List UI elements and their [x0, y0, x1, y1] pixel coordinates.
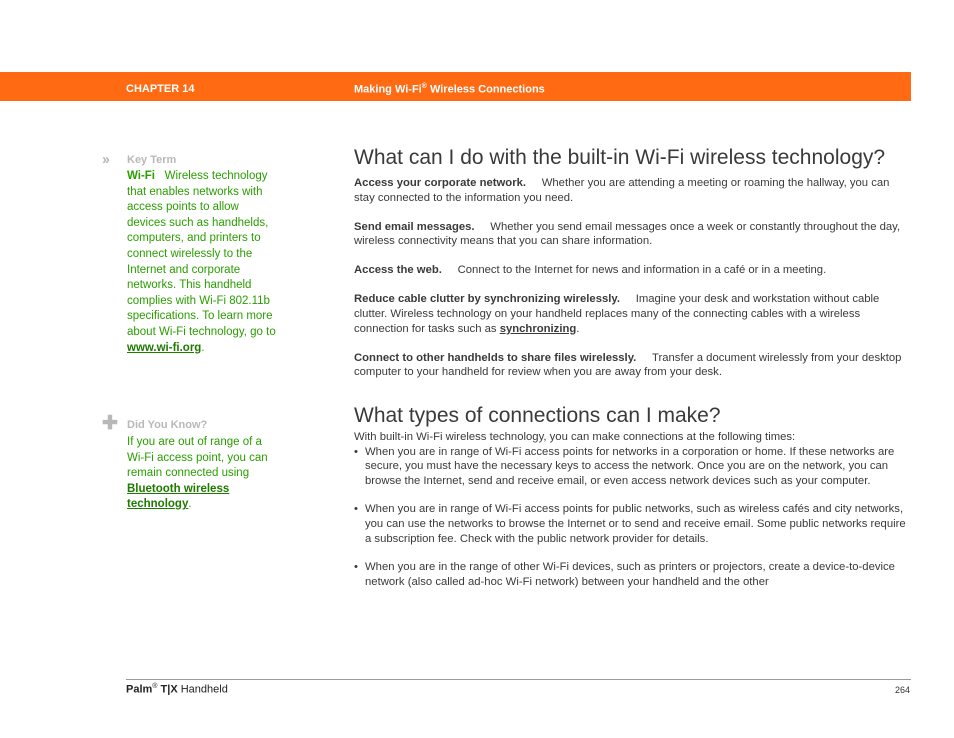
feature-lead: Access the web.: [354, 264, 442, 277]
feature-text: Whether you are attending a meeting or roaming the hallway, you can stay connected to the information you need.: [354, 177, 890, 204]
footer-product: [126, 683, 228, 696]
feature-text: Connect to the Internet for news and information in a café or in a meeting.: [457, 264, 827, 277]
chapter-title-pre: Making Wi-Fi: [354, 83, 422, 96]
did-you-know-text: [127, 435, 277, 513]
chapter-header-bar: [0, 72, 911, 101]
footer-suffix: Handheld: [177, 683, 228, 696]
bluetooth-link[interactable]: Bluetooth wireless technology: [127, 482, 230, 511]
feature-lead: Connect to other handhelds to share files wirelessly.: [354, 351, 637, 364]
feature-item: [354, 263, 910, 278]
section-intro: With built-in Wi-Fi wireless technology, you can make connections at the following times:: [354, 430, 796, 443]
list-item: • When you are in the range of other Wi-Fi devices, such as printers or projectors, create a device-to-device network (also called ad-hoc Wi-Fi network) between your handheld and the other: [354, 560, 910, 589]
feature-end: .: [576, 322, 580, 335]
main-content: [354, 143, 910, 603]
key-term-label: Key Term: [127, 154, 177, 166]
key-term-end: .: [201, 341, 205, 354]
footer-registered-mark: ®: [152, 683, 158, 690]
registered-mark: ®: [421, 83, 427, 90]
feature-lead: Access your corporate network.: [354, 177, 527, 189]
key-term-word: Wi-Fi: [127, 170, 155, 182]
did-you-know-label: Did You Know?: [127, 419, 208, 431]
chapter-number: CHAPTER 14: [126, 83, 195, 95]
section-heading-2: What types of connections can I make?: [354, 403, 721, 427]
footer-model: T|X: [160, 683, 178, 696]
chapter-title: [354, 83, 545, 96]
key-term-text: [127, 169, 277, 356]
feature-lead: Send email messages.: [354, 220, 475, 233]
plus-icon: ✚: [102, 413, 118, 434]
feature-item: [354, 292, 910, 336]
feature-item: [354, 220, 910, 249]
double-chevron-icon: ››: [102, 151, 108, 168]
footer-brand: Palm: [126, 683, 153, 696]
connection-list: [354, 445, 910, 590]
page-number: 264: [894, 685, 910, 695]
synchronizing-link[interactable]: synchronizing: [499, 322, 577, 335]
chapter-title-post: Wireless Connections: [426, 83, 545, 96]
feature-text: Whether you send email messages once a week or constantly throughout the day, wireless connectivity means that you can share information.: [354, 220, 901, 248]
feature-text: Imagine your desk and workstation without cable clutter. Wireless technology on your handheld replaces many of the connecting cables with a wireless connection for tasks such as: [354, 293, 880, 335]
list-item: • When you are in range of Wi-Fi access points for networks in a corporation or home. If these networks are secure, you must have the necessary keys to access the network. Once you are on the network, you can browse the Internet, send and receive email, or even access network devices such as your computer.: [354, 445, 910, 489]
feature-item: [354, 176, 910, 205]
did-you-know-end: .: [188, 498, 192, 511]
footer-divider: [126, 679, 911, 680]
wifi-org-link[interactable]: www.wi-fi.org: [127, 341, 202, 354]
feature-text: Transfer a document wirelessly from your desktop computer to your handheld for review when you are away from your desk.: [354, 351, 902, 379]
list-item: • When you are in range of Wi-Fi access points for public networks, such as wireless cafés and city networks, you can use the networks to browse the Internet or to send and receive email. Some public networks require a subscription fee. Check with the public network provider for details.: [354, 502, 910, 546]
did-you-know-body: If you are out of range of a Wi-Fi access point, you can remain connected using: [127, 436, 268, 480]
feature-lead: Reduce cable clutter by synchronizing wirelessly.: [354, 293, 620, 306]
feature-item: [354, 351, 910, 380]
key-term-definition: Wireless technology that enables networks with access points to allow devices such as handhelds, computers, and printers to connect wirelessly to the Internet and corporate networks. This handheld complies with Wi-Fi 802.11b specifications. To learn more about Wi-Fi technology, go to: [127, 170, 276, 338]
section-heading-1: What can I do with the built-in Wi-Fi wireless technology?: [354, 146, 886, 169]
